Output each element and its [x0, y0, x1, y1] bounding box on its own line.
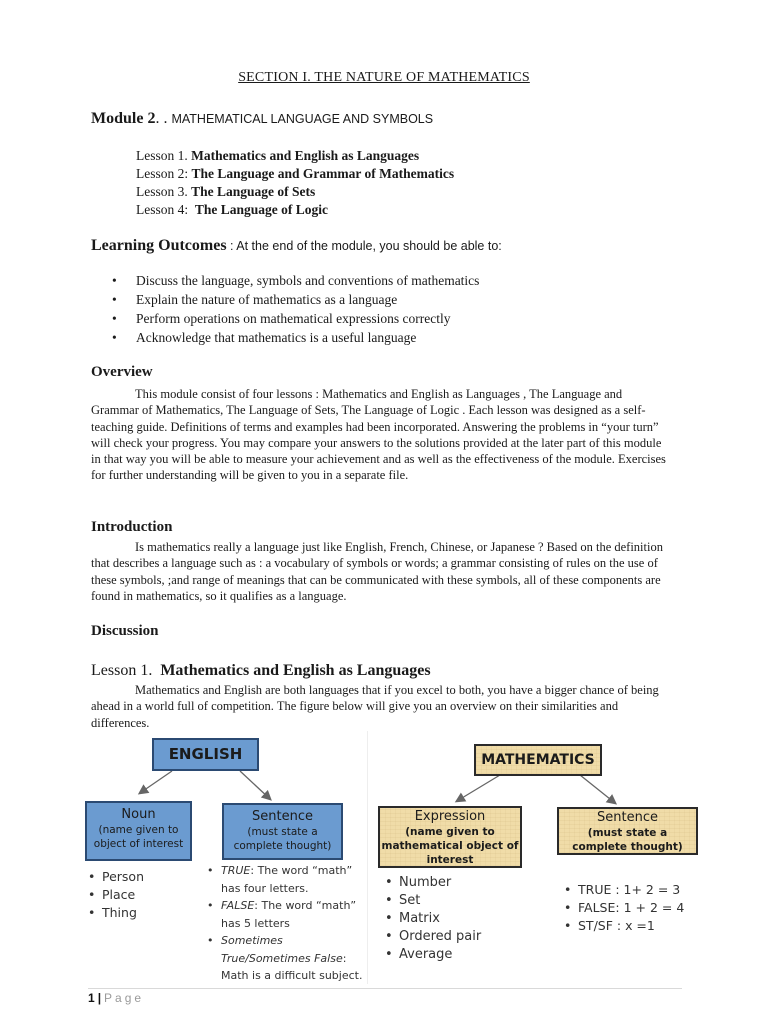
- list-item: [385, 892, 481, 910]
- bullet-icon: •: [88, 869, 96, 884]
- mathematics-root-box: [474, 744, 602, 776]
- bullet-icon: •: [564, 900, 572, 915]
- noun-subtitle: (name given to object of interest: [93, 824, 184, 850]
- discussion-heading: Discussion: [91, 623, 159, 639]
- expression-example: Number: [399, 875, 452, 890]
- noun-title: Noun: [121, 807, 156, 822]
- list-item: [385, 874, 481, 892]
- mathematics-sentence-title: Sentence: [597, 810, 658, 825]
- mathematics-sentence-examples-list: [564, 881, 684, 935]
- page-label: Page: [104, 991, 145, 1005]
- module-heading: [91, 110, 433, 128]
- list-item: [207, 897, 365, 932]
- lesson-prefix: Lesson 1.: [136, 148, 188, 163]
- list-item: [88, 886, 144, 904]
- expression-example: Average: [399, 947, 453, 962]
- footer-separator: |: [97, 991, 102, 1005]
- noun-example: Thing: [102, 905, 137, 920]
- page-number: 1: [88, 991, 95, 1005]
- english-panel: [80, 731, 368, 984]
- list-item: [385, 946, 481, 964]
- list-item: [112, 309, 479, 328]
- module-subtitle: MATHEMATICAL LANGUAGE AND SYMBOLS: [171, 112, 434, 126]
- learning-outcomes-intro: : At the end of the module, you should be able to:: [226, 239, 502, 253]
- expression-example: Matrix: [399, 911, 440, 926]
- lesson-list: [136, 147, 454, 219]
- bullet-icon: •: [207, 864, 214, 877]
- english-sentence-title: Sentence: [252, 809, 313, 824]
- expression-box: [378, 806, 522, 868]
- list-item: [207, 932, 365, 985]
- bullet-icon: •: [564, 918, 572, 933]
- lesson-prefix: Lesson 3.: [136, 184, 188, 199]
- sentence-example: ST/SF : x =1: [578, 918, 655, 933]
- expression-subtitle: (name given to mathematical object of interest: [381, 826, 519, 866]
- introduction-heading: Introduction: [91, 519, 173, 535]
- lesson-item: [136, 165, 454, 183]
- bullet-icon: •: [385, 911, 393, 926]
- mathematics-sentence-subtitle: (must state a complete thought): [572, 827, 683, 853]
- lesson-title: The Language of Sets: [191, 184, 316, 199]
- noun-examples-list: [88, 868, 144, 922]
- overview-heading: Overview: [91, 364, 153, 380]
- lesson-title: The Language of Logic: [194, 202, 329, 217]
- list-item: [385, 928, 481, 946]
- lesson1-paragraph: [91, 682, 671, 731]
- english-sentence-box: [222, 803, 343, 860]
- sentence-example: FALSE: 1 + 2 = 4: [578, 900, 685, 915]
- noun-example: Person: [102, 869, 145, 884]
- comparison-diagram: [80, 731, 710, 984]
- truth-label: TRUE: [221, 864, 251, 877]
- page-footer: [88, 991, 144, 1005]
- bullet-icon: •: [88, 905, 96, 920]
- english-sentence-examples-list: [207, 862, 365, 985]
- overview-text: This module consist of four lessons : Mathematics and English as Languages , The Language and Grammar of Mathematics, The Language of Sets, The Language of Logic . Each lesson was designed as a self-teaching guide. Definitions of terms and examples had been incorporated. Answering the problems in “your turn” will check your progress. You may compare your answers to the solutions provided at the later part of this module in that way you will be able to measure your achievement and as well as the effectiveness of the module. Exercises for further understanding will be given to you in a separate file.: [91, 387, 666, 483]
- english-root-label: ENGLISH: [168, 745, 243, 763]
- truth-label: FALSE: [221, 899, 255, 912]
- mathematics-sentence-box: [557, 807, 698, 855]
- english-sentence-subtitle: (must state a complete thought): [233, 826, 332, 852]
- bullet-icon: •: [564, 882, 572, 897]
- list-item: [112, 271, 479, 290]
- bullet-icon: •: [385, 893, 393, 908]
- outcome-text: Discuss the language, symbols and conventions of mathematics: [136, 273, 480, 288]
- list-item: [88, 904, 144, 922]
- mathematics-root-label: MATHEMATICS: [481, 752, 595, 768]
- example-text: : The word “math” has four letters.: [221, 864, 353, 895]
- lesson-prefix: Lesson 4:: [136, 202, 189, 217]
- noun-example: Place: [102, 887, 136, 902]
- bullet-icon: •: [88, 887, 96, 902]
- list-item: [564, 881, 684, 899]
- truth-label: Sometimes True/Sometimes False: [221, 934, 343, 965]
- expression-example: Set: [399, 893, 421, 908]
- sentence-example: TRUE : 1+ 2 = 3: [578, 882, 681, 897]
- bullet-icon: •: [112, 273, 117, 288]
- bullet-icon: •: [385, 947, 393, 962]
- section-title: SECTION I. THE NATURE OF MATHEMATICS: [238, 70, 530, 85]
- lesson-title: The Language and Grammar of Mathematics: [191, 166, 455, 181]
- noun-box: [85, 801, 192, 861]
- module-label: Module 2: [91, 110, 156, 127]
- outcome-text: Explain the nature of mathematics as a language: [136, 292, 398, 307]
- lesson-prefix: Lesson 2:: [136, 166, 189, 181]
- bullet-icon: •: [112, 292, 117, 307]
- bullet-icon: •: [207, 934, 214, 947]
- example-text: : The word “math” has 5 letters: [221, 899, 357, 930]
- module-separator: . .: [155, 110, 168, 127]
- overview-paragraph: [91, 386, 671, 484]
- example-text: : Math is a difficult subject.: [221, 951, 363, 982]
- outcome-text: Perform operations on mathematical expressions correctly: [136, 311, 451, 326]
- expression-examples-list: [385, 874, 481, 964]
- footer-divider: [88, 988, 682, 989]
- list-item: [112, 328, 479, 347]
- lesson1-prefix: Lesson 1.: [91, 662, 153, 679]
- lesson1-heading: [91, 662, 431, 680]
- lesson1-text: Mathematics and English are both languages that if you excel to both, you have a bigger chance of being ahead in a world full of competition. The figure below will give you an overview on their similarities and differences.: [91, 683, 659, 730]
- bullet-icon: •: [112, 330, 117, 345]
- list-item: [112, 290, 479, 309]
- list-item: [207, 862, 365, 897]
- english-root-box: [152, 738, 259, 771]
- lesson-title: Mathematics and English as Languages: [191, 148, 420, 163]
- lesson-item: [136, 201, 454, 219]
- list-item: [564, 899, 684, 917]
- bullet-icon: •: [385, 875, 393, 890]
- bullet-icon: •: [207, 899, 214, 912]
- introduction-paragraph: [91, 539, 671, 604]
- list-item: [385, 910, 481, 928]
- lesson-item: [136, 183, 454, 201]
- introduction-text: Is mathematics really a language just like English, French, Chinese, or Japanese ? Based on the definition that describes a language such as : a vocabulary of symbols or words; a grammar consisting of rules on the use of these symbols, ;and range of meanings that can be communicated with these symbols, all of these components are found in mathematics, so it qualifies as a language.: [91, 540, 663, 603]
- learning-outcomes-heading: [91, 237, 502, 255]
- bullet-icon: •: [112, 311, 117, 326]
- bullet-icon: •: [385, 929, 393, 944]
- list-item: [88, 868, 144, 886]
- outcome-text: Acknowledge that mathematics is a useful language: [136, 330, 417, 345]
- list-item: [564, 917, 684, 935]
- mathematics-panel: [369, 731, 710, 984]
- expression-title: Expression: [414, 809, 486, 824]
- learning-outcomes-list: [112, 271, 479, 347]
- lesson-item: [136, 147, 454, 165]
- lesson1-title: Mathematics and English as Languages: [160, 662, 431, 679]
- expression-example: Ordered pair: [399, 929, 482, 944]
- learning-outcomes-label: Learning Outcomes: [91, 237, 227, 254]
